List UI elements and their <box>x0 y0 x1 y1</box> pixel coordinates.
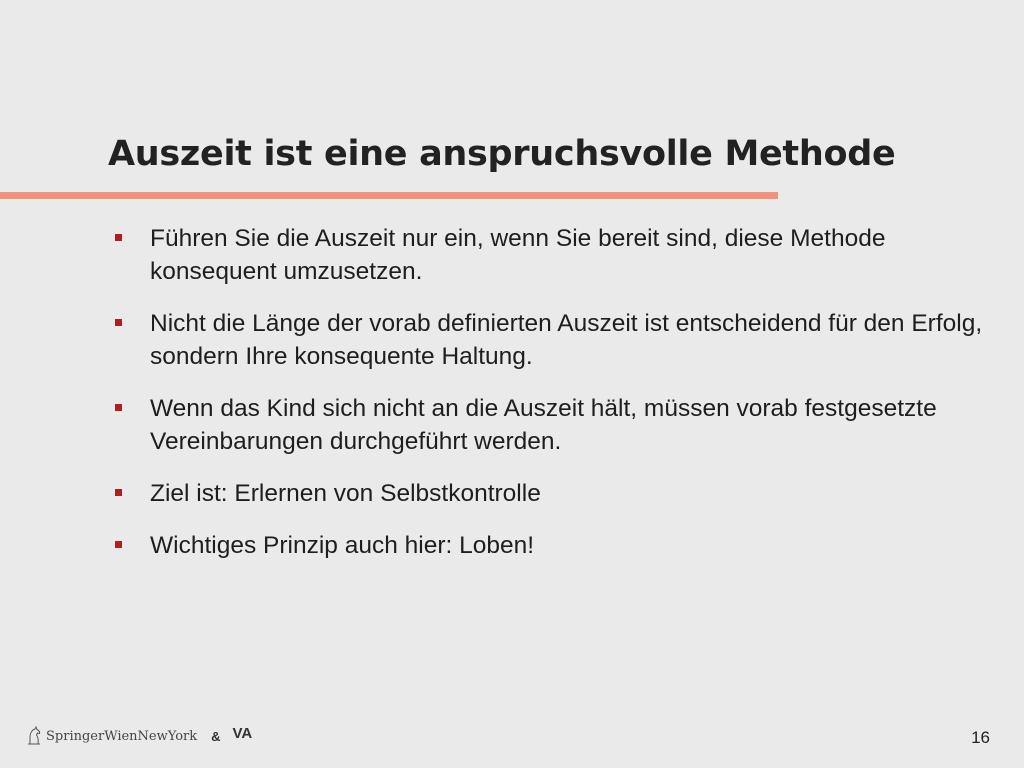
bullet-square-icon <box>115 489 122 496</box>
bullet-text: Wichtiges Prinzip auch hier: Loben! <box>150 532 535 559</box>
horse-icon <box>26 726 42 746</box>
bullet-text: Nicht die Länge der vorab definierten Auszeit ist entscheidend für den Erfolg, sondern Ihre konsequente Haltung. <box>150 310 983 370</box>
publisher-name: SpringerWienNewYork <box>46 728 198 744</box>
bullet-square-icon <box>115 234 122 241</box>
bullet-square-icon <box>115 319 122 326</box>
list-item <box>112 529 1012 562</box>
publisher-logo <box>26 726 252 746</box>
bullet-square-icon <box>115 541 122 548</box>
title-underline <box>0 192 778 199</box>
list-item <box>112 307 1012 373</box>
ampersand: & <box>211 728 221 744</box>
list-item <box>112 392 1012 458</box>
bullet-text: Führen Sie die Auszeit nur ein, wenn Sie bereit sind, diese Methode konsequent umzusetzen. <box>150 225 886 285</box>
list-item <box>112 477 1012 510</box>
bullet-text: Ziel ist: Erlernen von Selbstkontrolle <box>150 480 541 507</box>
bullet-square-icon <box>115 404 122 411</box>
va-logo: VA <box>232 724 253 742</box>
slide-title: Auszeit ist eine anspruchsvolle Methode <box>108 134 896 174</box>
bullet-text: Wenn das Kind sich nicht an die Auszeit hält, müssen vorab festgesetzte Vereinbarungen durchgeführt werden. <box>150 395 937 455</box>
page-number: 16 <box>971 728 990 747</box>
bullet-list <box>112 222 1012 581</box>
list-item <box>112 222 1012 288</box>
